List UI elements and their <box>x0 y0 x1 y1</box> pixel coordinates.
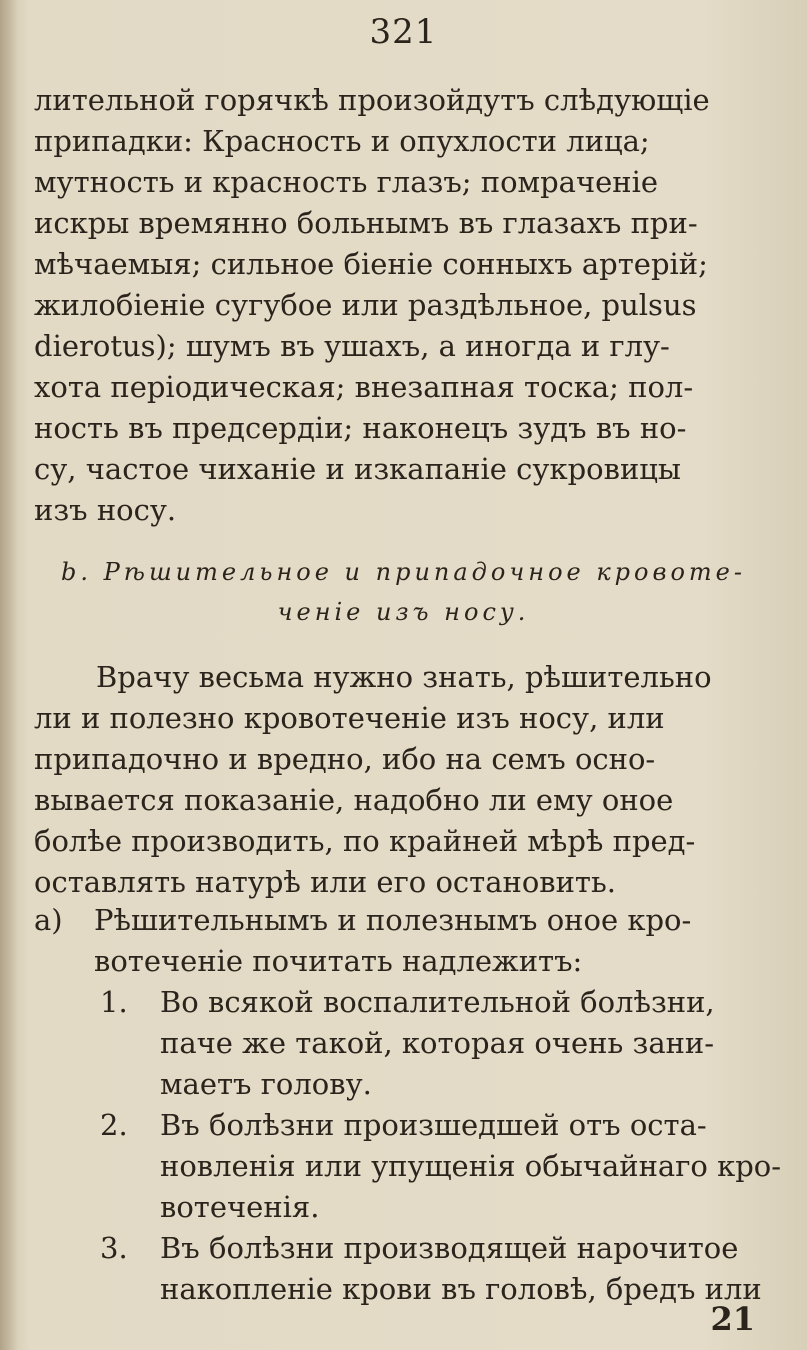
section-heading-line-1: b. Рѣшительное и припадочное кровоте- <box>61 558 746 586</box>
page-number: 321 <box>369 12 438 52</box>
text-line: Врачу весьма нужно знать, рѣшительно <box>96 660 712 694</box>
text-line: Рѣшительнымъ и полезнымъ оное кро- <box>94 903 692 937</box>
list-marker: 2. <box>100 1108 128 1142</box>
text-line: хота періодическая; внезапная тоска; пол- <box>34 370 694 404</box>
paragraph-2 <box>34 657 774 903</box>
text-line: Въ болѣзни производящей нарочитое <box>160 1231 739 1265</box>
text-line: новленія или упущенія обычайнаго кро- <box>160 1149 782 1183</box>
text-line: искры времянно больнымъ въ глазахъ при- <box>34 206 698 240</box>
text-line: припадочно и вредно, ибо на семъ осно- <box>34 742 656 776</box>
text-line: вотеченіе почитать надлежитъ: <box>94 944 583 978</box>
text-line: припадки: Красность и опухлости лица; <box>34 124 650 158</box>
list-item-3 <box>100 1228 800 1310</box>
list-marker: 3. <box>100 1231 128 1265</box>
text-line: вотеченія. <box>160 1190 320 1224</box>
text-line: накопленіе крови въ головѣ, бредъ или <box>160 1272 762 1306</box>
text-line: ность въ предсердіи; наконецъ зудъ въ но- <box>34 411 687 445</box>
text-line: мѣчаемыя; сильное біеніе сонныхъ артерій; <box>34 247 708 281</box>
text-line: болѣе производить, по крайней мѣрѣ пред- <box>34 824 696 858</box>
text-line: Во всякой воспалительной болѣзни, <box>160 985 715 1019</box>
text-line: жилобіеніе сугубое или раздѣльное, pulsus <box>34 288 697 322</box>
text-line: оставлять натурѣ или его остановить. <box>34 865 616 899</box>
list-marker: 1. <box>100 985 128 1019</box>
text-line: изъ носу. <box>34 493 177 527</box>
text-line: dierotus); шумъ въ ушахъ, а иногда и глу- <box>34 329 670 363</box>
list-item-2 <box>100 1105 800 1228</box>
list-marker: a) <box>34 903 63 937</box>
gutter-shadow <box>0 0 18 1350</box>
text-line: су, частое чиханіе и изкапаніе сукровицы <box>34 452 682 486</box>
printer-signature-mark: 21 <box>710 1300 755 1338</box>
text-line: маетъ голову. <box>160 1067 372 1101</box>
text-line: паче же такой, которая очень зани- <box>160 1026 715 1060</box>
text-line: мутность и красность глазъ; помраченіе <box>34 165 659 199</box>
list-item-1 <box>100 982 800 1105</box>
section-heading-line-2: ченіе изъ носу. <box>277 598 530 626</box>
text-line: ли и полезно кровотеченіе изъ носу, или <box>34 701 665 735</box>
text-line: вывается показаніе, надобно ли ему оное <box>34 783 674 817</box>
text-line: Въ болѣзни произшедшей отъ оста- <box>160 1108 707 1142</box>
paragraph-1 <box>34 80 774 531</box>
list-item-a <box>34 900 794 982</box>
text-line: лительной горячкѣ произойдутъ слѣдующіе <box>34 83 710 117</box>
